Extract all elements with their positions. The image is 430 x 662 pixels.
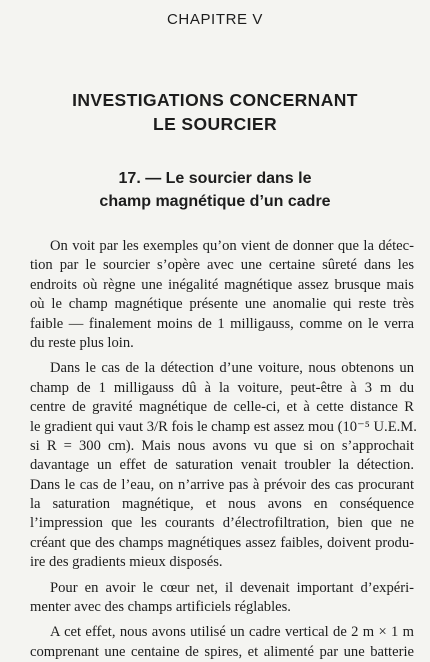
chapter-title-line: INVESTIGATIONS CONCERNANT	[72, 90, 358, 110]
text-line: faible — finalement moins de 1 milligauss, comme on le verra	[30, 315, 414, 332]
text-line: endroits où règne une inégalité magnétique assez brusque mais	[30, 276, 414, 293]
text-line: On voit par les exemples qu’on vient de donner que la détec-	[50, 238, 414, 254]
section-heading	[0, 167, 430, 213]
text-line: davantage un effet de saturation venait troubler la détection.	[30, 457, 414, 474]
paragraph	[30, 359, 417, 572]
text-line: Dans le cas de l’eau, on n’arrive pas à prévoir des cas procurant	[30, 476, 414, 493]
text-line: menter avec des champs artificiels réglables.	[30, 599, 291, 616]
text-line: Dans le cas de la détection d’une voiture, nous obtenons un	[50, 360, 414, 377]
chapter-heading: CHAPITRE V	[166, 11, 263, 28]
text-line: créant que des champs magnétiques assez faibles, doivent produ-	[30, 534, 414, 551]
text-line: du reste plus loin.	[30, 334, 134, 351]
text-line: A cet effet, nous avons utilisé un cadre vertical de 2 m × 1 m	[50, 624, 414, 641]
text-line: ire des gradients mieux disposés.	[30, 554, 223, 571]
text-line: le gradient qui vaut 3/R fois le champ est assez mou (10⁻⁵ U.E.M.	[30, 418, 417, 435]
text-line: si R = 300 cm). Mais nous avons vu que si on s’approchait	[30, 437, 414, 454]
text-line: Pour en avoir le cœur net, il devenait important d’expéri-	[50, 579, 414, 596]
chapter-title	[0, 88, 430, 136]
text-line: centre de gravité magnétique de celle-ci, et à cette distance R	[30, 399, 414, 416]
section-heading-line: 17. — Le sourcier dans le	[118, 170, 312, 187]
text-line: champ de 1 milligauss dû à la voiture, peut-être à 3 m du	[30, 379, 414, 396]
paragraph	[30, 579, 414, 618]
text-line: l’impression que les courants d’électrofiltration, bien que ne	[30, 515, 414, 532]
paragraph	[30, 623, 414, 662]
text-line: tion par le sourcier s’opère avec une certaine sûreté dans les	[30, 257, 414, 274]
chapter-title-line: LE SOURCIER	[153, 114, 277, 134]
paragraph	[30, 237, 414, 353]
section-heading-line: champ magnétique d’un cadre	[99, 193, 331, 210]
body-text	[30, 237, 417, 662]
text-line: où le champ magnétique présente une anomalie qui reste très	[30, 296, 414, 313]
text-line: la saturation magnétique, et nous avons en conséquence	[30, 496, 414, 513]
text-line: comprenant une centaine de spires, et alimenté par une batterie	[30, 643, 414, 660]
